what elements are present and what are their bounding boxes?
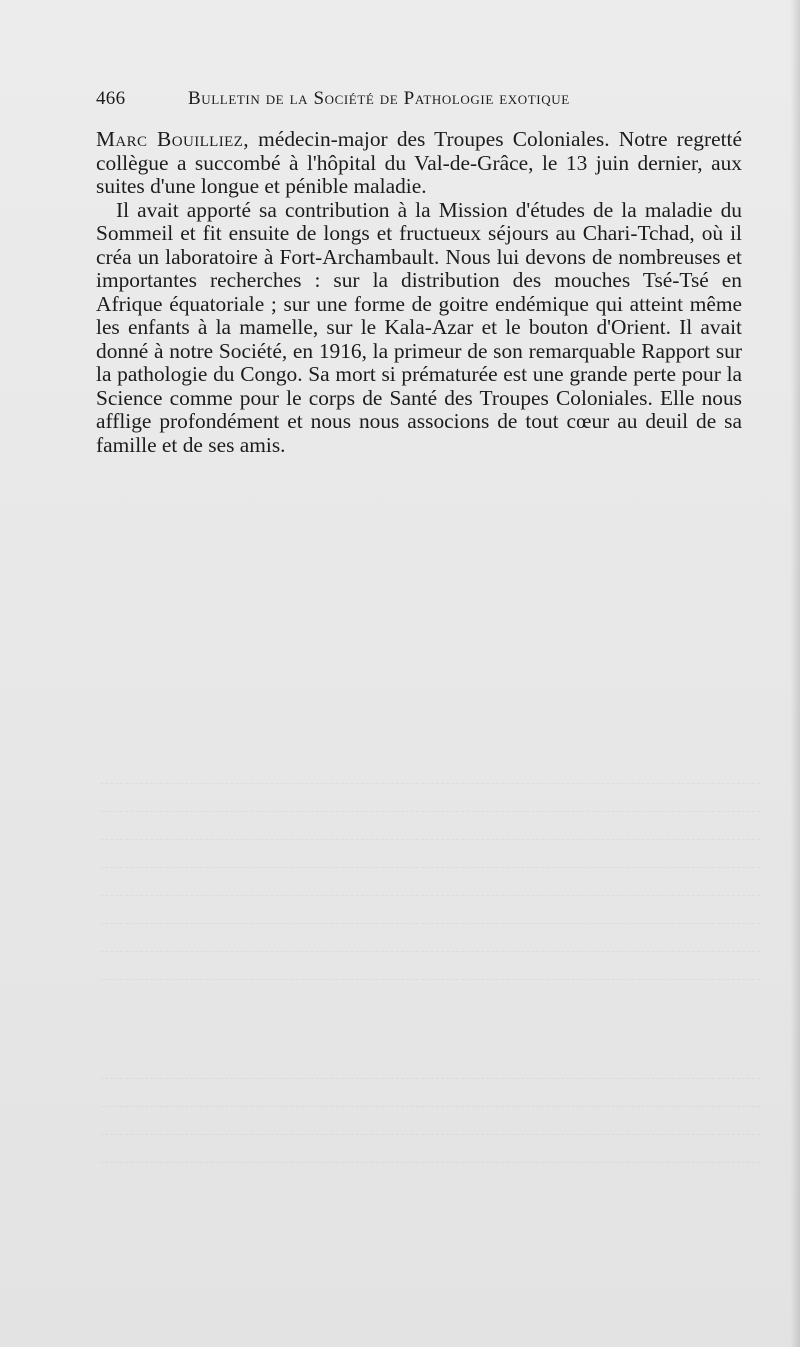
page-edge-shadow — [790, 0, 800, 1347]
obituary-paragraph-1 — [96, 128, 742, 199]
show-through-text-upper — [100, 760, 760, 1010]
show-through-text-lower — [100, 1055, 760, 1225]
running-title: Bulletin de la Société de Pathologie exotique — [188, 88, 570, 109]
running-head — [96, 88, 716, 114]
obituary-paragraph-2: Il avait apporté sa contribution à la Mission d'études de la maladie du Sommeil et fit ensuite de longs et fructueux séjours au Chari-Tchad, où il créa un laboratoire à Fort-Archambault. Nous lui devons de nombreuses et importantes recherches : sur la distribution des mouches Tsé-Tsé en Afrique équatoriale ; sur une forme de goitre endémique qui atteint même les enfants à la mamelle, sur le Kala-Azar et le bouton d'Orient. Il avait donné à notre Société, en 1916, la primeur de son remarquable Rapport sur la pathologie du Congo. Sa mort si prématurée est une grande perte pour la Science comme pour le corps de Santé des Troupes Coloniales. Elle nous afflige profondément et nous nous associons de tout cœur au deuil de sa famille et de ses amis. — [96, 197, 742, 457]
obituary-text — [96, 128, 742, 457]
obituary-paragraph-1-text: médecin-major des Troupes Coloniales. Notre regretté collègue a succombé à l'hôpital du Val-de-Grâce, le 13 juin dernier, aux suites d'une longue et pénible maladie. — [96, 127, 742, 198]
page-number: 466 — [96, 88, 126, 109]
deceased-name: Marc Bouilliez, — [96, 127, 249, 151]
